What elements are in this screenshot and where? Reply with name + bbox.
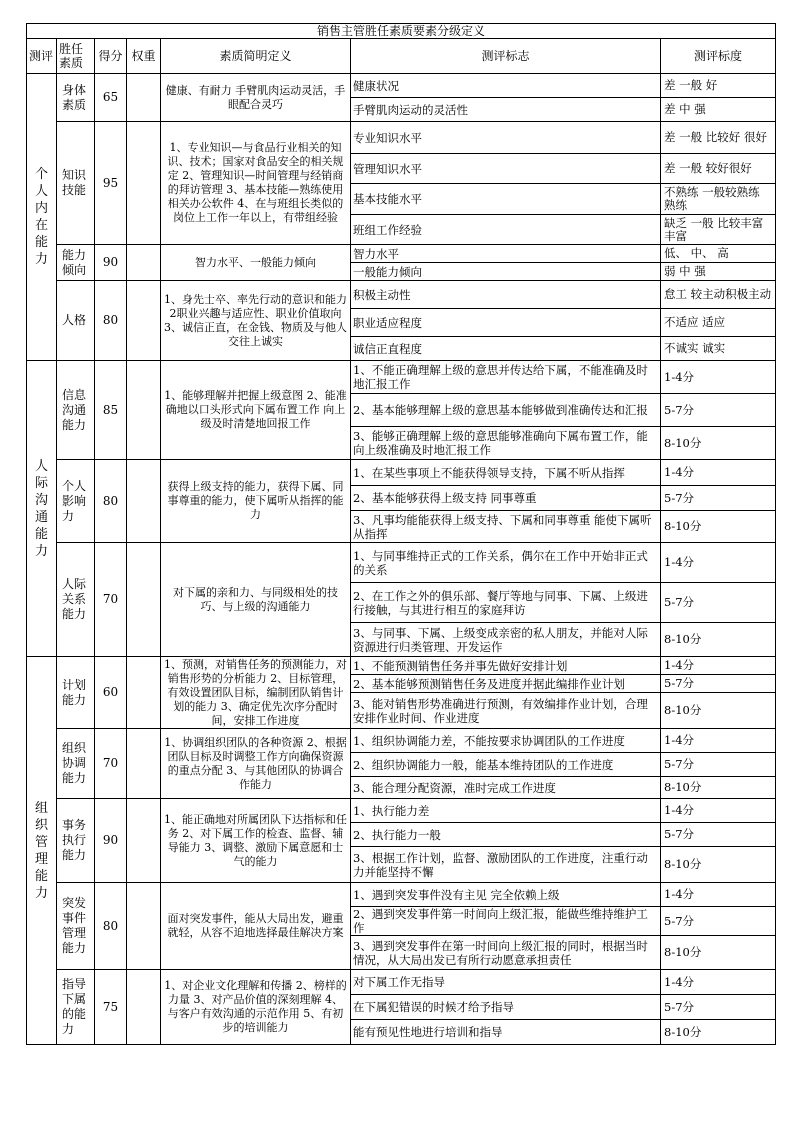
table-row xyxy=(27,245,776,263)
sheet-title: 销售主管胜任素质要素分级定义 xyxy=(27,24,776,39)
weight-value xyxy=(127,74,161,122)
scale-text: 8-10分 xyxy=(661,777,776,799)
indicator-text: 1、执行能力差 xyxy=(351,799,661,823)
scale-text: 1-4分 xyxy=(661,460,776,486)
scale-text: 5-7分 xyxy=(661,486,776,511)
table-row xyxy=(27,361,776,394)
table-row xyxy=(27,729,776,753)
definition-text: 获得上级支持的能力，获得下属、同事尊重的能力，使下属听从指挥的能力 xyxy=(161,460,351,543)
score-value: 80 xyxy=(95,460,127,543)
score-value: 80 xyxy=(95,281,127,361)
category-cell xyxy=(27,361,57,657)
quality-name xyxy=(57,361,95,460)
quality-name xyxy=(57,970,95,1045)
header-definition: 素质简明定义 xyxy=(161,39,351,74)
category-label: 组织管理能力 xyxy=(34,800,48,901)
header-quality: 胜任素质 xyxy=(57,39,95,74)
indicator-text: 3、凡事均能能获得上级支持、下属和同事尊重 能使下属听从指挥 xyxy=(351,511,661,543)
scale-text: 1-4分 xyxy=(661,361,776,394)
table-row xyxy=(27,281,776,309)
weight-value xyxy=(127,729,161,799)
quality-name xyxy=(57,281,95,361)
indicator-text: 3、能对销售形势准确进行预测，有效编排作业计划，合理安排作业时间、作业进度 xyxy=(351,693,661,729)
quality-name xyxy=(57,245,95,281)
scale-text: 5-7分 xyxy=(661,675,776,693)
indicator-text: 诚信正直程度 xyxy=(351,337,661,361)
weight-value xyxy=(127,970,161,1045)
category-label: 人际沟通能力 xyxy=(34,458,48,559)
definition-text: 面对突发事件，能从大局出发，避重就轻，从容不迫地选择最佳解决方案 xyxy=(161,883,351,970)
quality-label: 个人影响力 xyxy=(62,478,87,523)
table-row xyxy=(27,657,776,675)
scale-text: 5-7分 xyxy=(661,823,776,847)
scale-text: 1-4分 xyxy=(661,970,776,995)
category-cell xyxy=(27,657,57,1045)
table-row xyxy=(27,799,776,823)
indicator-text: 1、与同事维持正式的工作关系，偶尔在工作中开始非正式的关系 xyxy=(351,543,661,583)
quality-name xyxy=(57,543,95,657)
scale-text: 8-10分 xyxy=(661,847,776,883)
quality-name xyxy=(57,74,95,122)
weight-value xyxy=(127,657,161,729)
scale-text: 5-7分 xyxy=(661,907,776,936)
definition-text: 1、专业知识—与食品行业相关的知识、技术；国家对食品安全的相关规定 2、管理知识—时间管理与经销商的拜访管理 3、基本技能—熟练使用相关办公软件 4、在与班组长类似的岗位上工作一年以上，有带组经验 xyxy=(161,122,351,245)
scale-text: 差 一般 好 xyxy=(661,74,776,98)
scale-text: 不诚实 诚实 xyxy=(661,337,776,361)
indicator-text: 2、在工作之外的俱乐部、餐厅等地与同事、下属、上级进行接触，与其进行相互的家庭拜访 xyxy=(351,583,661,623)
quality-label: 计划能力 xyxy=(62,677,87,707)
weight-value xyxy=(127,122,161,245)
scale-text: 1-4分 xyxy=(661,657,776,675)
scale-text: 弱 中 强 xyxy=(661,263,776,281)
definition-text: 1、能正确地对所属团队下达指标和任务 2、对下属工作的检查、监督、辅导能力 3、调整、激励下属意愿和士气的能力 xyxy=(161,799,351,883)
score-value: 75 xyxy=(95,970,127,1045)
quality-name xyxy=(57,657,95,729)
quality-label: 能力倾向 xyxy=(62,247,87,277)
definition-text: 1、能够理解并把握上级意图 2、能准确地以口头形式向下属布置工作 向上级及时清楚地回报工作 xyxy=(161,361,351,460)
definition-text: 智力水平、一般能力倾向 xyxy=(161,245,351,281)
scale-text: 8-10分 xyxy=(661,936,776,970)
table-row xyxy=(27,74,776,98)
weight-value xyxy=(127,883,161,970)
indicator-text: 智力水平 xyxy=(351,245,661,263)
score-value: 60 xyxy=(95,657,127,729)
indicator-text: 2、遇到突发事件第一时间向上级汇报，能做些维持维护工作 xyxy=(351,907,661,936)
header-weight: 权重 xyxy=(127,39,161,74)
scale-text: 不熟练 一般较熟练 熟练 xyxy=(661,184,776,215)
category-cell xyxy=(27,74,57,361)
indicator-text: 对下属工作无指导 xyxy=(351,970,661,995)
competency-table xyxy=(26,23,776,1045)
score-value: 80 xyxy=(95,883,127,970)
score-value: 70 xyxy=(95,729,127,799)
indicator-text: 班组工作经验 xyxy=(351,215,661,245)
scale-text: 1-4分 xyxy=(661,799,776,823)
quality-name xyxy=(57,122,95,245)
quality-label: 突发事件管理能力 xyxy=(62,896,87,955)
indicator-text: 1、不能正确理解上级的意思并传达给下属，不能准确及时地汇报工作 xyxy=(351,361,661,394)
quality-name xyxy=(57,883,95,970)
quality-label: 指导下属的能力 xyxy=(62,977,87,1036)
table-row xyxy=(27,543,776,583)
scale-text: 8-10分 xyxy=(661,623,776,657)
score-value: 85 xyxy=(95,361,127,460)
table-row xyxy=(27,460,776,486)
indicator-text: 管理知识水平 xyxy=(351,154,661,184)
scale-text: 5-7分 xyxy=(661,394,776,427)
weight-value xyxy=(127,543,161,657)
weight-value xyxy=(127,361,161,460)
score-value: 65 xyxy=(95,74,127,122)
table-row xyxy=(27,883,776,907)
quality-label: 事务执行能力 xyxy=(62,818,87,862)
scale-text: 1-4分 xyxy=(661,543,776,583)
indicator-text: 3、与同事、下属、上级变成亲密的私人朋友，并能对人际资源进行归类管理、开发运作 xyxy=(351,623,661,657)
quality-name xyxy=(57,460,95,543)
table-body xyxy=(27,24,776,1045)
indicator-text: 1、遇到突发事件没有主见 完全依赖上级 xyxy=(351,883,661,907)
quality-name xyxy=(57,799,95,883)
header-indicator: 测评标志 xyxy=(351,39,661,74)
scale-text: 8-10分 xyxy=(661,1020,776,1045)
header-score: 得分 xyxy=(95,39,127,74)
scale-text: 8-10分 xyxy=(661,693,776,729)
indicator-text: 1、在某些事项上不能获得领导支持，下属不听从指挥 xyxy=(351,460,661,486)
weight-value xyxy=(127,799,161,883)
indicator-text: 在下属犯错误的时候才给予指导 xyxy=(351,995,661,1020)
scale-text: 5-7分 xyxy=(661,995,776,1020)
indicator-text: 2、基本能够理解上级的意思基本能够做到准确传达和汇报 xyxy=(351,394,661,427)
score-value: 90 xyxy=(95,799,127,883)
indicator-text: 1、不能预测销售任务并事先做好安排计划 xyxy=(351,657,661,675)
evaluation-sheet xyxy=(26,23,775,1045)
quality-name xyxy=(57,729,95,799)
definition-text: 1、身先士卒、率先行动的意识和能力 2职业兴趣与适应性、职业价值取向 3、诚信正直，在金钱、物质及与他人交往上诚实 xyxy=(161,281,351,361)
indicator-text: 职业适应程度 xyxy=(351,309,661,337)
quality-label: 人格 xyxy=(62,313,87,327)
scale-text: 怠工 较主动积极主动 xyxy=(661,281,776,309)
category-label: 个人内在能力 xyxy=(34,167,48,267)
indicator-text: 3、根据工作计划，监督、激励团队的工作进度，注重行动力并能坚持不懈 xyxy=(351,847,661,883)
scale-text: 1-4分 xyxy=(661,729,776,753)
indicator-text: 能有预见性地进行培训和指导 xyxy=(351,1020,661,1045)
scale-text: 差 一般 较好很好 xyxy=(661,154,776,184)
indicator-text: 一般能力倾向 xyxy=(351,263,661,281)
scale-text: 差 一般 比较好 很好 xyxy=(661,122,776,154)
definition-text: 1、预测，对销售任务的预测能力，对销售形势的分析能力 2、目标管理，有效设置团队目标，编制团队销售计划的能力 3、确定优先次序分配时间，安排工作进度 xyxy=(161,657,351,729)
score-value: 70 xyxy=(95,543,127,657)
scale-text: 缺乏 一般 比较丰富 丰富 xyxy=(661,215,776,245)
indicator-text: 2、组织协调能力一般，能基本维持团队的工作进度 xyxy=(351,753,661,777)
indicator-text: 基本技能水平 xyxy=(351,184,661,215)
definition-text: 1、协调组织团队的各种资源 2、根据团队目标及时调整工作方向确保资源的重点分配 3、与其他团队的协调合作能力 xyxy=(161,729,351,799)
indicator-text: 积极主动性 xyxy=(351,281,661,309)
indicator-text: 健康状况 xyxy=(351,74,661,98)
weight-value xyxy=(127,460,161,543)
scale-text: 8-10分 xyxy=(661,427,776,460)
indicator-text: 3、能够正确理解上级的意思能够准确向下属布置工作，能向上级准确及时地汇报工作 xyxy=(351,427,661,460)
indicator-text: 2、基本能够获得上级支持 同事尊重 xyxy=(351,486,661,511)
score-value: 90 xyxy=(95,245,127,281)
indicator-text: 3、遇到突发事件在第一时间向上级汇报的同时，根据当时情况，从大局出发已有所行动愿意承担责任 xyxy=(351,936,661,970)
indicator-text: 2、执行能力一般 xyxy=(351,823,661,847)
quality-label: 知识技能 xyxy=(62,168,87,197)
title-row xyxy=(27,24,776,39)
weight-value xyxy=(127,281,161,361)
indicator-text: 2、基本能够预测销售任务及进度并据此编排作业计划 xyxy=(351,675,661,693)
header-scale: 测评标度 xyxy=(661,39,776,74)
scale-text: 低、 中、 高 xyxy=(661,245,776,263)
score-value: 95 xyxy=(95,122,127,245)
scale-text: 8-10分 xyxy=(661,511,776,543)
indicator-text: 3、能合理分配资源，准时完成工作进度 xyxy=(351,777,661,799)
indicator-text: 手臂肌肉运动的灵活性 xyxy=(351,98,661,122)
quality-label: 信息沟通能力 xyxy=(62,387,87,432)
header-row xyxy=(27,39,776,74)
definition-text: 1、对企业文化理解和传播 2、榜样的力量 3、对产品价值的深刻理解 4、与客户有效沟通的示范作用 5、有初步的培训能力 xyxy=(161,970,351,1045)
table-row xyxy=(27,970,776,995)
quality-label: 身体素质 xyxy=(62,82,87,112)
quality-label: 人际关系能力 xyxy=(62,577,87,621)
definition-text: 对下属的亲和力、与同级相处的技巧、与上级的沟通能力 xyxy=(161,543,351,657)
quality-label: 组织协调能力 xyxy=(62,741,87,785)
indicator-text: 专业知识水平 xyxy=(351,122,661,154)
scale-text: 1-4分 xyxy=(661,883,776,907)
weight-value xyxy=(127,245,161,281)
table-row xyxy=(27,122,776,154)
header-category: 测评 xyxy=(27,39,57,74)
scale-text: 5-7分 xyxy=(661,753,776,777)
scale-text: 不适应 适应 xyxy=(661,309,776,337)
scale-text: 差 中 强 xyxy=(661,98,776,122)
indicator-text: 1、组织协调能力差，不能按要求协调团队的工作进度 xyxy=(351,729,661,753)
definition-text: 健康、有耐力 手臂肌肉运动灵活，手眼配合灵巧 xyxy=(161,74,351,122)
scale-text: 5-7分 xyxy=(661,583,776,623)
